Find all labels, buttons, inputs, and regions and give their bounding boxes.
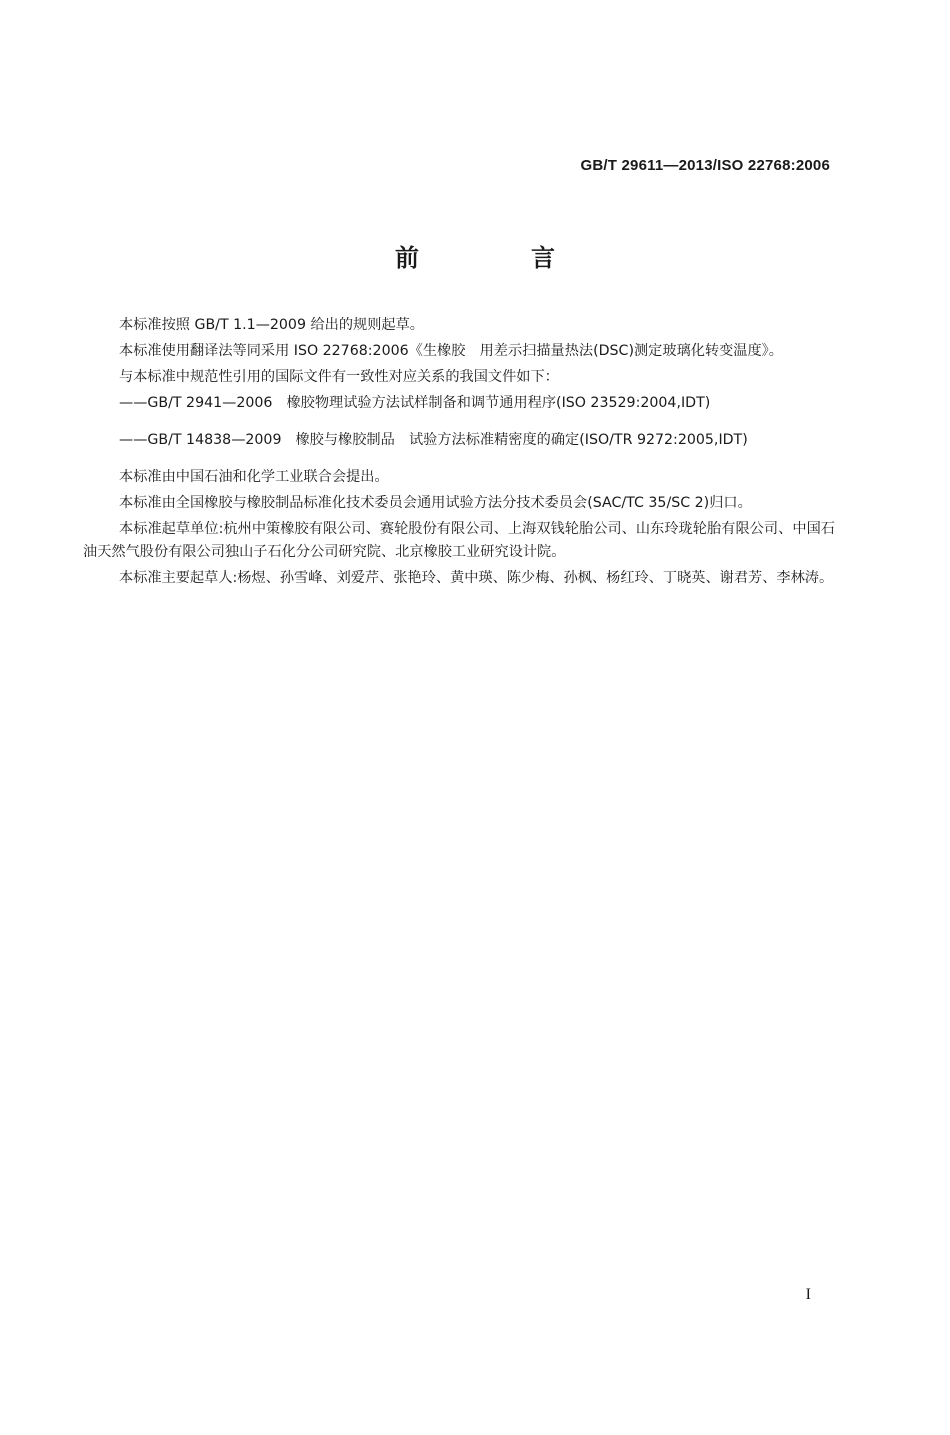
foreword-body bbox=[83, 314, 835, 590]
paragraph-drafting-rules: 本标准按照 GB/T 1.1—2009 给出的规则起草。 bbox=[119, 317, 424, 333]
paragraph-administrator: 本标准由全国橡胶与橡胶制品标准化技术委员会通用试验方法分技术委员会(SAC/TC 35/SC 2)归口。 bbox=[119, 495, 752, 512]
reference-title: 橡胶与橡胶制品 试验方法标准精密度的确定(ISO/TR 9272:2005,IDT) bbox=[295, 432, 748, 449]
standard-number: GB/T 29611—2013/ISO 22768:2006 bbox=[580, 157, 830, 174]
page-title: 前 言 bbox=[395, 244, 599, 272]
paragraph-proposer: 本标准由中国石油和化学工业联合会提出。 bbox=[119, 469, 389, 486]
reference-title: 橡胶物理试验方法试样制备和调节通用程序(ISO 23529:2004,IDT) bbox=[286, 395, 711, 411]
reference-code: ——GB/T 14838—2009 bbox=[119, 432, 282, 449]
reference-item bbox=[83, 392, 835, 415]
reference-item bbox=[83, 429, 835, 452]
paragraph-adoption: 本标准使用翻译法等同采用 ISO 22768:2006《生橡胶 用差示扫描量热法(DSC)测定玻璃化转变温度》。 bbox=[119, 343, 783, 359]
paragraph-drafters: 本标准主要起草人:杨煜、孙雪峰、刘爱芹、张艳玲、黄中瑛、陈少梅、孙枫、杨红玲、丁晓英、谢君芳、李林涛。 bbox=[119, 570, 834, 587]
page-number: I bbox=[805, 1286, 811, 1303]
paragraph-drafting-units: 本标准起草单位:杭州中策橡胶有限公司、赛轮股份有限公司、上海双钱轮胎公司、山东玲珑轮胎有限公司、中国石油天然气股份有限公司独山子石化分公司研究院、北京橡胶工业研究设计院。 bbox=[83, 521, 835, 561]
reference-code: ——GB/T 2941—2006 bbox=[119, 395, 273, 411]
paragraph-references-intro: 与本标准中规范性引用的国际文件有一致性对应关系的我国文件如下： bbox=[119, 369, 559, 385]
